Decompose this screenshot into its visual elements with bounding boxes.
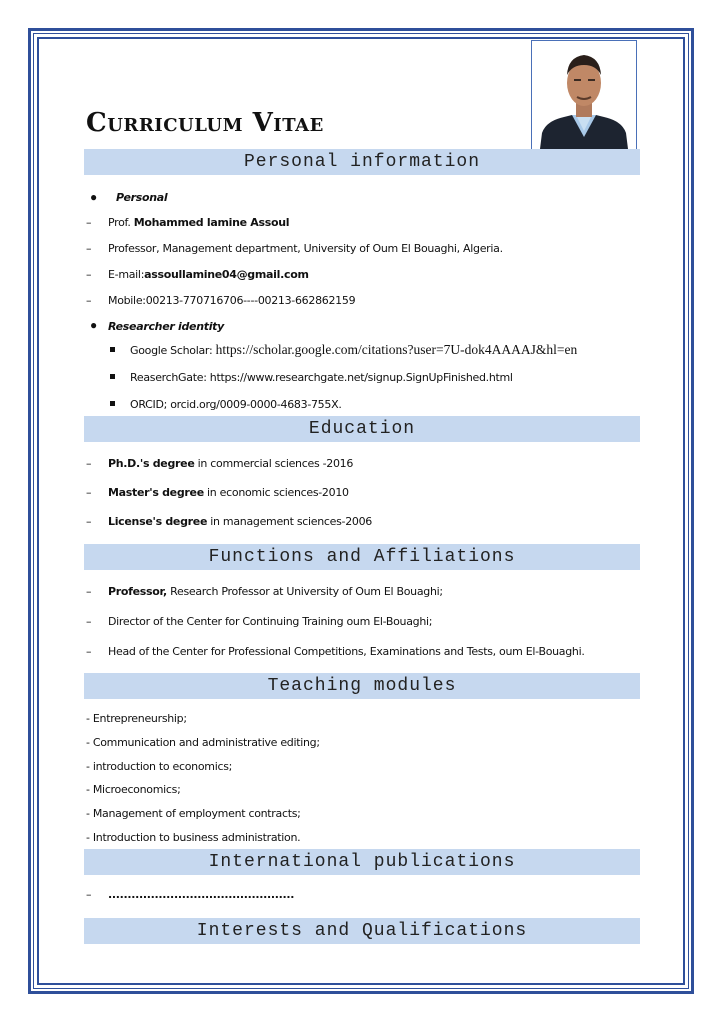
dash-icon: – [86,294,92,307]
name-line [108,216,289,229]
section-header-personal: Personal information [84,149,640,175]
education-item [108,515,372,528]
email-label: E-mail: [108,268,145,281]
bullet-icon: ● [90,190,98,204]
full-name: Mohammed lamine Assoul [133,216,290,229]
publications-placeholder: ................................................ [108,888,295,901]
teaching-item: - Microeconomics; [86,783,181,796]
function-detail: Research Professor at University of Oum El Bouaghi; [166,585,443,598]
degree-title: Master's degree [108,486,204,499]
dash-icon: – [86,242,92,255]
dash-icon: – [86,585,92,598]
scholar-label: Google Scholar: [130,344,216,357]
square-bullet-icon [110,374,115,379]
email-link[interactable]: assoullamine04@gmail.com [144,268,309,281]
degree-title: License's degree [108,515,208,528]
dash-icon: – [86,268,92,281]
section-header-teaching: Teaching modules [84,673,640,699]
subhead-researcher: Researcher identity [108,320,224,333]
position-line: Professor, Management department, University of Oum El Bouaghi, Algeria. [108,242,503,255]
orcid-line[interactable]: ORCID; orcid.org/0009-0000-4683-755X. [130,398,342,411]
document-title: Curriculum Vitae [86,108,324,138]
education-item [108,486,349,499]
subhead-personal: Personal [116,191,168,204]
dash-icon: – [86,515,92,528]
section-header-functions: Functions and Affiliations [84,544,640,570]
teaching-item: - introduction to economics; [86,760,233,773]
section-header-interests: Interests and Qualifications [84,918,640,944]
square-bullet-icon [110,347,115,352]
section-header-education: Education [84,416,640,442]
bullet-icon: ● [90,318,98,332]
teaching-item: - Management of employment contracts; [86,807,301,820]
degree-title: Ph.D.'s degree [108,457,195,470]
scholar-link[interactable]: https://scholar.google.com/citations?user=7U-dok4AAAAJ&hl=en [215,342,578,357]
dash-icon: – [86,457,92,470]
function-role: Professor, [108,585,167,598]
profile-photo [531,40,637,150]
dash-icon: – [86,888,92,901]
teaching-item: - Communication and administrative editing; [86,736,320,749]
dash-icon: – [86,615,92,628]
degree-detail: in management sciences-2006 [207,515,372,528]
dash-icon: – [86,486,92,499]
function-item: Director of the Center for Continuing Training oum El-Bouaghi; [108,615,433,628]
researchgate-line[interactable]: ReaserchGate: https://www.researchgate.net/signup.SignUpFinished.html [130,371,513,384]
function-item: Head of the Center for Professional Competitions, Examinations and Tests, oum El-Bouaghi. [108,645,585,658]
dash-icon: – [86,216,92,229]
section-header-publications: International publications [84,849,640,875]
education-item [108,457,353,470]
prof-prefix: Prof. [108,216,134,229]
teaching-item: - Introduction to business administration. [86,831,301,844]
email-line [108,268,309,281]
dash-icon: – [86,645,92,658]
square-bullet-icon [110,401,115,406]
degree-detail: in commercial sciences -2016 [194,457,354,470]
mobile-line: Mobile:00213-770716706----00213-662862159 [108,294,356,307]
degree-detail: in economic sciences-2010 [203,486,349,499]
function-item [108,585,443,598]
teaching-item: - Entrepreneurship; [86,712,187,725]
scholar-line [130,342,577,358]
